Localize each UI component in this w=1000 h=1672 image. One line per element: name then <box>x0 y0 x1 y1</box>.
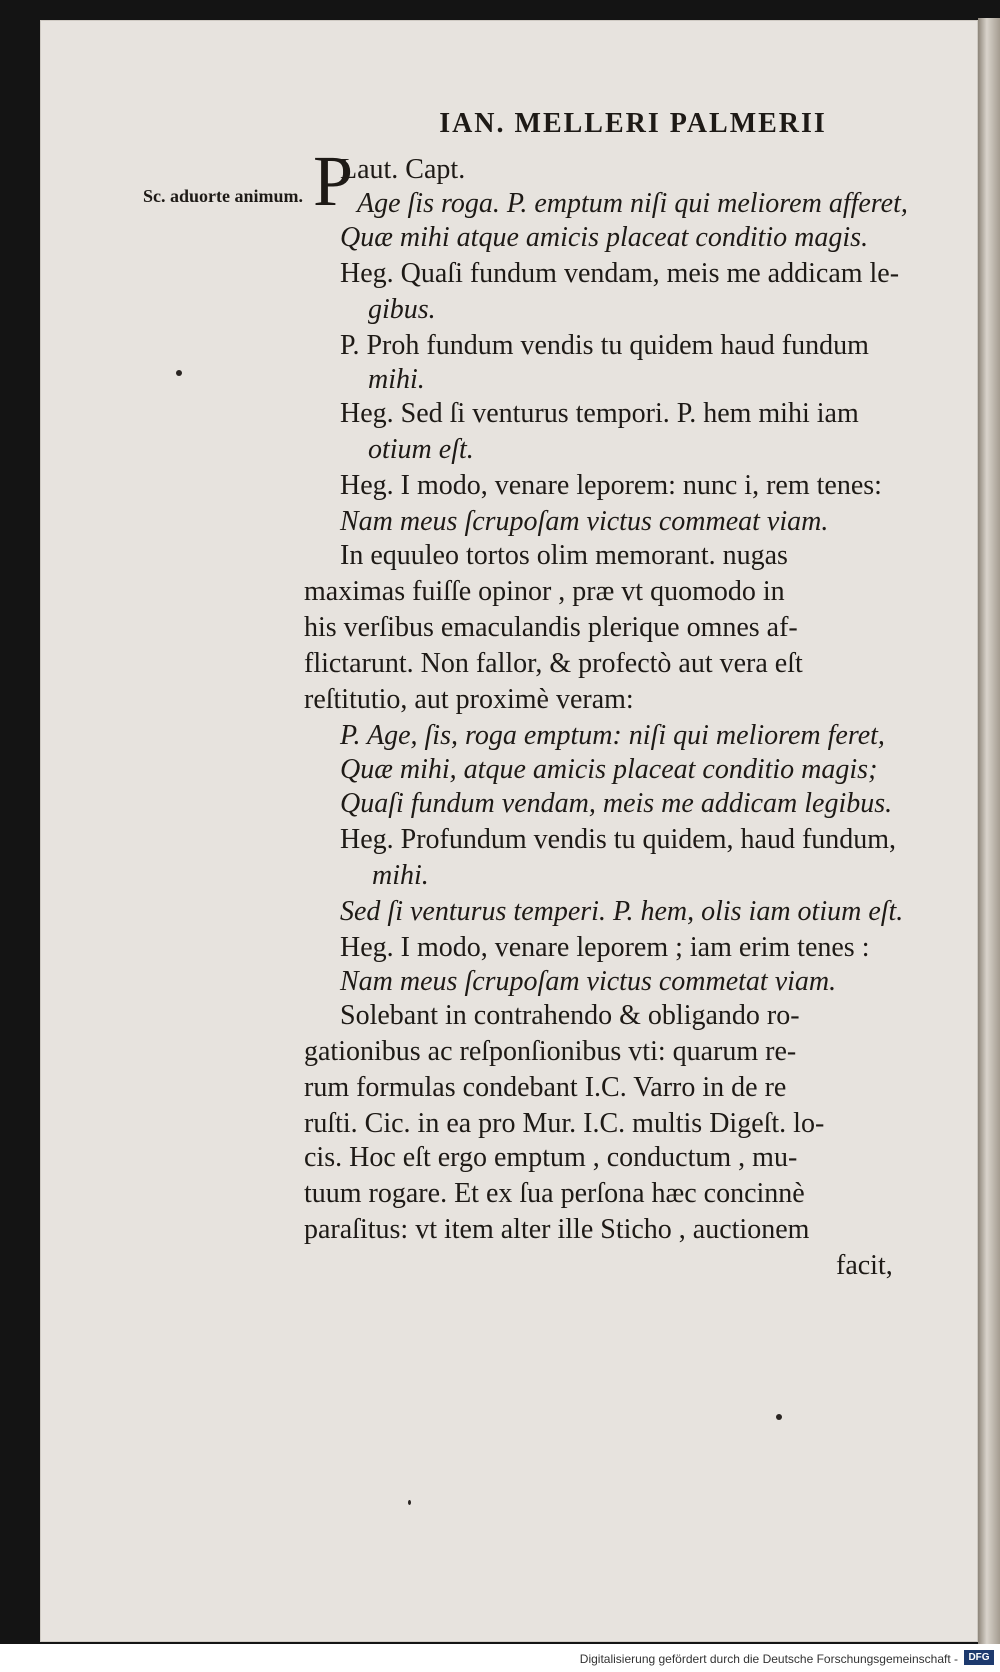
text-line: cis. Hoc eſt ergo emptum , conductum , mu- <box>304 1142 798 1173</box>
text-line: paraſitus: vt item alter ille Sticho , auctionem <box>304 1214 810 1245</box>
text-line: gibus. <box>368 294 436 325</box>
text-line: Heg. I modo, venare leporem: nunc i, rem tenes: <box>340 470 882 501</box>
text-line: Age ſis roga. P. emptum niſi qui meliorem afferet, <box>357 188 908 219</box>
page-edge <box>978 18 1000 1644</box>
dfg-logo-icon: DFG <box>964 1650 994 1665</box>
text-line: Heg. Quaſi fundum vendam, meis me addicam le- <box>340 258 900 289</box>
ink-speck <box>776 1414 782 1420</box>
text-line: maximas fuiſſe opinor , præ vt quomodo in <box>304 576 785 607</box>
text-line: Quaſi fundum vendam, meis me addicam legibus. <box>340 788 893 819</box>
text-line: Solebant in contrahendo & obligando ro- <box>340 1000 800 1031</box>
ink-speck <box>176 370 182 376</box>
text-line: Sed ſi venturus temperi. P. hem, olis iam otium eſt. <box>340 896 904 927</box>
catchword: facit, <box>836 1250 893 1281</box>
text-line: flictarunt. Non fallor, & profectò aut vera eſt <box>304 648 803 679</box>
text-line: Heg. Sed ſi venturus tempori. P. hem mihi iam <box>340 398 859 429</box>
text-line: Heg. I modo, venare leporem ; iam erim tenes : <box>340 932 870 963</box>
text-line: reſtitutio, aut proximè veram: <box>304 684 634 715</box>
text-line: Nam meus ſcrupoſam victus commetat viam. <box>340 966 837 997</box>
footer-credit: Digitalisierung gefördert durch die Deutsche Forschungsgemeinschaft - <box>579 1652 958 1666</box>
text-line: Quæ mihi atque amicis placeat conditio magis. <box>340 222 869 253</box>
text-line: rum formulas condebant I.C. Varro in de re <box>304 1072 787 1103</box>
text-line: In equuleo tortos olim memorant. nugas <box>340 540 788 571</box>
text-line: Nam meus ſcrupoſam victus commeat viam. <box>340 506 829 537</box>
text-line: P. Proh fundum vendis tu quidem haud fundum <box>340 330 869 361</box>
text-line: tuum rogare. Et ex ſua perſona hæc concinnè <box>304 1178 805 1209</box>
text-line: Laut. Capt. <box>340 154 466 185</box>
text-line: mihi. <box>368 364 425 395</box>
text-line: otium eſt. <box>368 434 474 465</box>
text-line: his verſibus emaculandis plerique omnes af- <box>304 612 798 643</box>
running-head: IAN. MELLERI PALMERII <box>439 108 827 139</box>
text-line: Heg. Profundum vendis tu quidem, haud fundum, <box>340 824 897 855</box>
drop-cap: P <box>313 141 354 221</box>
text-line: ruſti. Cic. in ea pro Mur. I.C. multis Digeſt. lo- <box>304 1108 825 1139</box>
text-line: P. Age, ſis, roga emptum: niſi qui meliorem feret, <box>340 720 885 751</box>
ink-speck <box>408 1500 411 1505</box>
text-line: Quæ mihi, atque amicis placeat conditio magis; <box>340 754 878 785</box>
margin-note: Sc. aduorte animum. <box>143 186 304 206</box>
text-line: mihi. <box>372 860 429 891</box>
text-line: gationibus ac reſponſionibus vti: quarum re- <box>304 1036 797 1067</box>
